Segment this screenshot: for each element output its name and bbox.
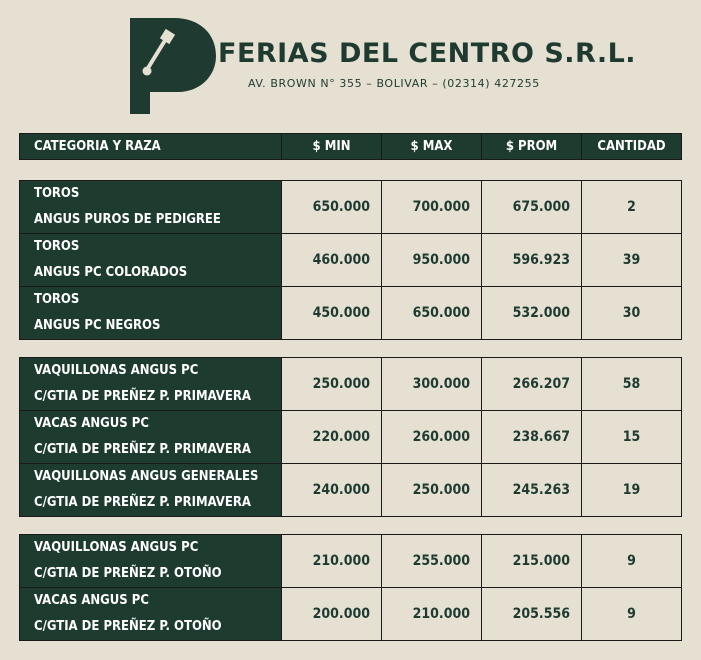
category-line-2: C/GTIA DE PREÑEZ P. PRIMAVERA bbox=[34, 442, 251, 457]
category-cell bbox=[20, 464, 282, 517]
table-row bbox=[20, 588, 682, 641]
category-line-2: C/GTIA DE PREÑEZ P. OTOÑO bbox=[34, 619, 222, 634]
max-price-cell: 650.000 bbox=[382, 287, 482, 340]
min-price-cell: 460.000 bbox=[282, 234, 382, 287]
column-header-category: CATEGORIA Y RAZA bbox=[20, 134, 282, 160]
max-price-cell: 250.000 bbox=[382, 464, 482, 517]
avg-price-cell: 205.556 bbox=[482, 588, 582, 641]
category-line-2: ANGUS PC COLORADOS bbox=[34, 265, 188, 280]
table-group bbox=[19, 180, 682, 340]
category-cell bbox=[20, 181, 282, 234]
table-group bbox=[19, 357, 682, 517]
category-cell bbox=[20, 411, 282, 464]
avg-price-cell: 675.000 bbox=[482, 181, 582, 234]
company-address: AV. BROWN N° 355 – BOLIVAR – (02314) 427255 bbox=[248, 77, 540, 90]
min-price-cell: 240.000 bbox=[282, 464, 382, 517]
avg-price-cell: 245.263 bbox=[482, 464, 582, 517]
category-line-2: ANGUS PC NEGROS bbox=[34, 318, 161, 333]
min-price-cell: 220.000 bbox=[282, 411, 382, 464]
column-header-prom: $ PROM bbox=[482, 134, 582, 160]
avg-price-cell: 532.000 bbox=[482, 287, 582, 340]
category-line-2: C/GTIA DE PREÑEZ P. OTOÑO bbox=[34, 566, 222, 581]
quantity-cell: 9 bbox=[582, 588, 682, 641]
column-header-min: $ MIN bbox=[282, 134, 382, 160]
category-line-1: TOROS bbox=[34, 292, 80, 307]
max-price-cell: 950.000 bbox=[382, 234, 482, 287]
quantity-cell: 58 bbox=[582, 358, 682, 411]
min-price-cell: 450.000 bbox=[282, 287, 382, 340]
avg-price-cell: 596.923 bbox=[482, 234, 582, 287]
category-line-2: ANGUS PUROS DE PEDIGREE bbox=[34, 212, 221, 227]
quantity-cell: 9 bbox=[582, 535, 682, 588]
category-line-1: TOROS bbox=[34, 239, 80, 254]
max-price-cell: 210.000 bbox=[382, 588, 482, 641]
quantity-cell: 39 bbox=[582, 234, 682, 287]
min-price-cell: 200.000 bbox=[282, 588, 382, 641]
header-row-table bbox=[19, 133, 682, 160]
avg-price-cell: 215.000 bbox=[482, 535, 582, 588]
quantity-cell: 15 bbox=[582, 411, 682, 464]
column-header-row bbox=[20, 134, 682, 160]
max-price-cell: 300.000 bbox=[382, 358, 482, 411]
quantity-cell: 19 bbox=[582, 464, 682, 517]
category-cell bbox=[20, 588, 282, 641]
table-row bbox=[20, 464, 682, 517]
table-group bbox=[19, 534, 682, 641]
category-cell bbox=[20, 535, 282, 588]
logo-icon bbox=[130, 18, 216, 114]
max-price-cell: 260.000 bbox=[382, 411, 482, 464]
column-header-cantidad: CANTIDAD bbox=[582, 134, 682, 160]
min-price-cell: 650.000 bbox=[282, 181, 382, 234]
avg-price-cell: 266.207 bbox=[482, 358, 582, 411]
company-name: FERIAS DEL CENTRO S.R.L. bbox=[218, 38, 637, 69]
category-line-2: C/GTIA DE PREÑEZ P. PRIMAVERA bbox=[34, 495, 251, 510]
table-row bbox=[20, 358, 682, 411]
table-row bbox=[20, 535, 682, 588]
category-line-2: C/GTIA DE PREÑEZ P. PRIMAVERA bbox=[34, 389, 251, 404]
category-cell bbox=[20, 358, 282, 411]
category-line-1: VAQUILLONAS ANGUS PC bbox=[34, 363, 199, 378]
avg-price-cell: 238.667 bbox=[482, 411, 582, 464]
min-price-cell: 250.000 bbox=[282, 358, 382, 411]
category-line-1: VAQUILLONAS ANGUS GENERALES bbox=[34, 469, 259, 484]
table-row bbox=[20, 287, 682, 340]
category-line-1: TOROS bbox=[34, 186, 80, 201]
column-header-max: $ MAX bbox=[382, 134, 482, 160]
quantity-cell: 30 bbox=[582, 287, 682, 340]
table-row bbox=[20, 411, 682, 464]
table-row bbox=[20, 234, 682, 287]
category-cell bbox=[20, 234, 282, 287]
max-price-cell: 700.000 bbox=[382, 181, 482, 234]
quantity-cell: 2 bbox=[582, 181, 682, 234]
category-line-1: VACAS ANGUS PC bbox=[34, 593, 149, 608]
header bbox=[0, 0, 701, 125]
category-line-1: VACAS ANGUS PC bbox=[34, 416, 149, 431]
max-price-cell: 255.000 bbox=[382, 535, 482, 588]
min-price-cell: 210.000 bbox=[282, 535, 382, 588]
category-line-1: VAQUILLONAS ANGUS PC bbox=[34, 540, 199, 555]
table-row bbox=[20, 181, 682, 234]
category-cell bbox=[20, 287, 282, 340]
